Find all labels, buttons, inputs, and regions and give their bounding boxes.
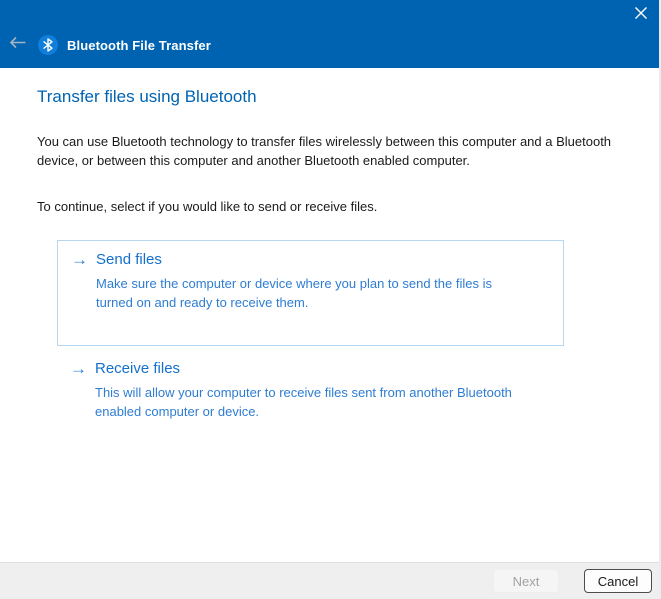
intro-paragraph: You can use Bluetooth technology to transfer files wirelessly between this computer and a Bluetooth device, or between this computer and another Bluetooth enabled computer. xyxy=(37,134,612,168)
send-files-option[interactable] xyxy=(57,240,564,346)
title-header-bar xyxy=(0,0,659,68)
prompt-paragraph: To continue, select if you would like to send or receive files. xyxy=(37,199,378,214)
arrow-right-icon: → xyxy=(70,359,87,378)
receive-files-title-row xyxy=(70,358,622,380)
wizard-content xyxy=(0,68,659,421)
close-button[interactable] xyxy=(629,4,653,26)
send-files-description: Make sure the computer or device where you plan to send the files is turned on and ready to receive them. xyxy=(96,276,492,310)
send-files-label: Send files xyxy=(96,251,162,268)
cancel-button[interactable]: Cancel xyxy=(584,569,652,593)
header-title-row xyxy=(9,33,211,57)
arrow-right-icon: → xyxy=(71,250,88,269)
close-icon xyxy=(634,6,648,25)
wizard-footer xyxy=(0,562,659,599)
receive-files-option[interactable] xyxy=(70,356,622,421)
next-button[interactable]: Next xyxy=(493,569,559,593)
bluetooth-icon xyxy=(38,35,58,55)
window-title: Bluetooth File Transfer xyxy=(67,37,211,53)
receive-files-description: This will allow your computer to receive files sent from another Bluetooth enabled computer or device. xyxy=(95,385,512,419)
page-title: Transfer files using Bluetooth xyxy=(37,87,257,106)
back-button[interactable] xyxy=(9,38,29,52)
back-arrow-icon xyxy=(9,36,27,54)
send-files-title-row xyxy=(71,249,549,271)
receive-files-label: Receive files xyxy=(95,360,181,377)
